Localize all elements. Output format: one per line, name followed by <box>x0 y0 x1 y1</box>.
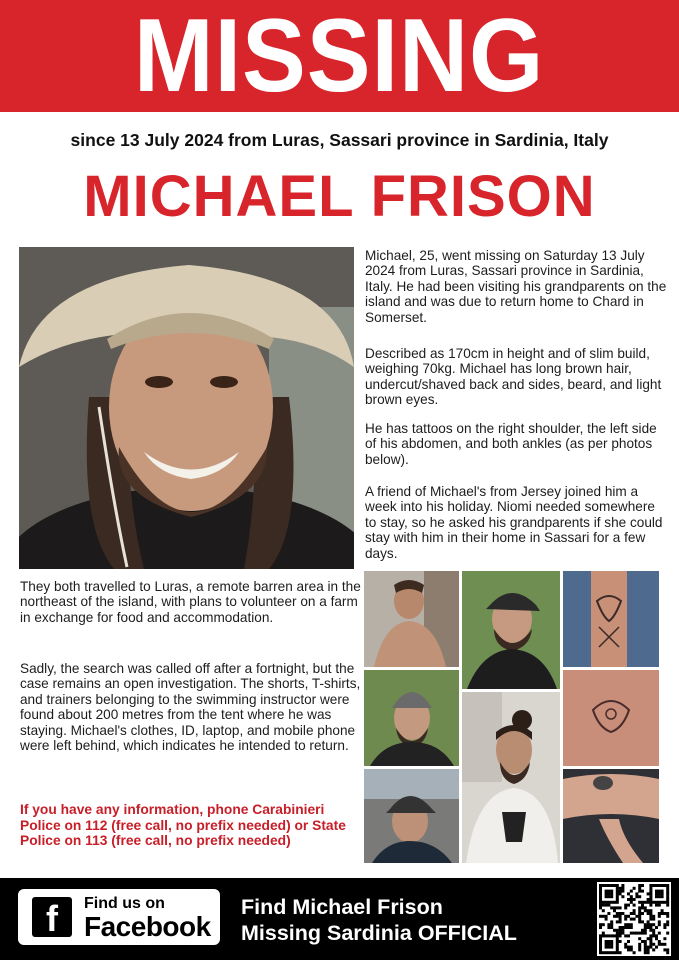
missing-banner <box>0 0 679 112</box>
facebook-page-subtitle: Missing Sardinia OFFICIAL <box>241 921 517 945</box>
facebook-wordmark: Facebook <box>84 911 211 942</box>
description-paragraph-5: They both travelled to Luras, a remote barren area in the northeast of the island, with plans to volunteer on a farm in exchange for food and accommodation. <box>20 579 361 625</box>
photo-cap-selfie <box>364 769 459 863</box>
description-paragraph-6: Sadly, the search was called off after a fortnight, but the case remains an open investigation. The shorts, T-shirts, and trainers belonging to the swimming instructor were found about 200 metres from the tent where he was staying. Michael's clothes, ID, laptop, and mobile phone were left behind, which indicates he intended to return. <box>20 661 361 754</box>
photo-shirtless <box>364 571 459 667</box>
photo-bun-hair <box>462 692 560 863</box>
photo-ankle-tattoo <box>563 571 659 667</box>
missing-since-line: since 13 July 2024 from Luras, Sassari province in Sardinia, Italy <box>70 130 609 150</box>
description-paragraph-1: Michael, 25, went missing on Saturday 13 July 2024 from Luras, Sassari province in Sardinia, Italy. He had been visiting his grandparents on the island and was due to return home to Chard in Somerset. <box>365 248 667 325</box>
facebook-find-us-label: Find us on <box>84 895 165 912</box>
photo-abdomen-tattoo <box>563 670 659 766</box>
description-paragraph-4: A friend of Michael's from Jersey joined him a week into his holiday. Niomi needed somewhere to stay, so he asked his grandparents if she could stay with him in their home in Sassari for a few days. <box>365 484 663 561</box>
main-portrait-photo <box>19 247 354 569</box>
description-paragraph-3: He has tattoos on the right shoulder, the left side of his abdomen, and both ankles (as per photos below). <box>365 421 657 467</box>
qr-code[interactable] <box>597 882 671 956</box>
person-name: MICHAEL FRISON <box>83 164 596 229</box>
contact-call-to-action: If you have any information, phone Carabinieri Police on 112 (free call, no prefix needed) or State Police on 113 (free call, no prefix needed) <box>20 802 346 848</box>
photo-beanie <box>364 670 459 766</box>
facebook-icon: f <box>32 897 72 937</box>
banner-title: MISSING <box>134 0 545 114</box>
photo-cap-outdoors <box>462 571 560 689</box>
description-paragraph-2: Described as 170cm in height and of slim build, weighing 70kg. Michael has long brown hair, undercut/shaved back and sides, beard, and light brown eyes. <box>365 346 662 408</box>
photo-right-ankle-tattoo <box>563 769 659 863</box>
facebook-page-name: Find Michael Frison <box>241 895 443 919</box>
